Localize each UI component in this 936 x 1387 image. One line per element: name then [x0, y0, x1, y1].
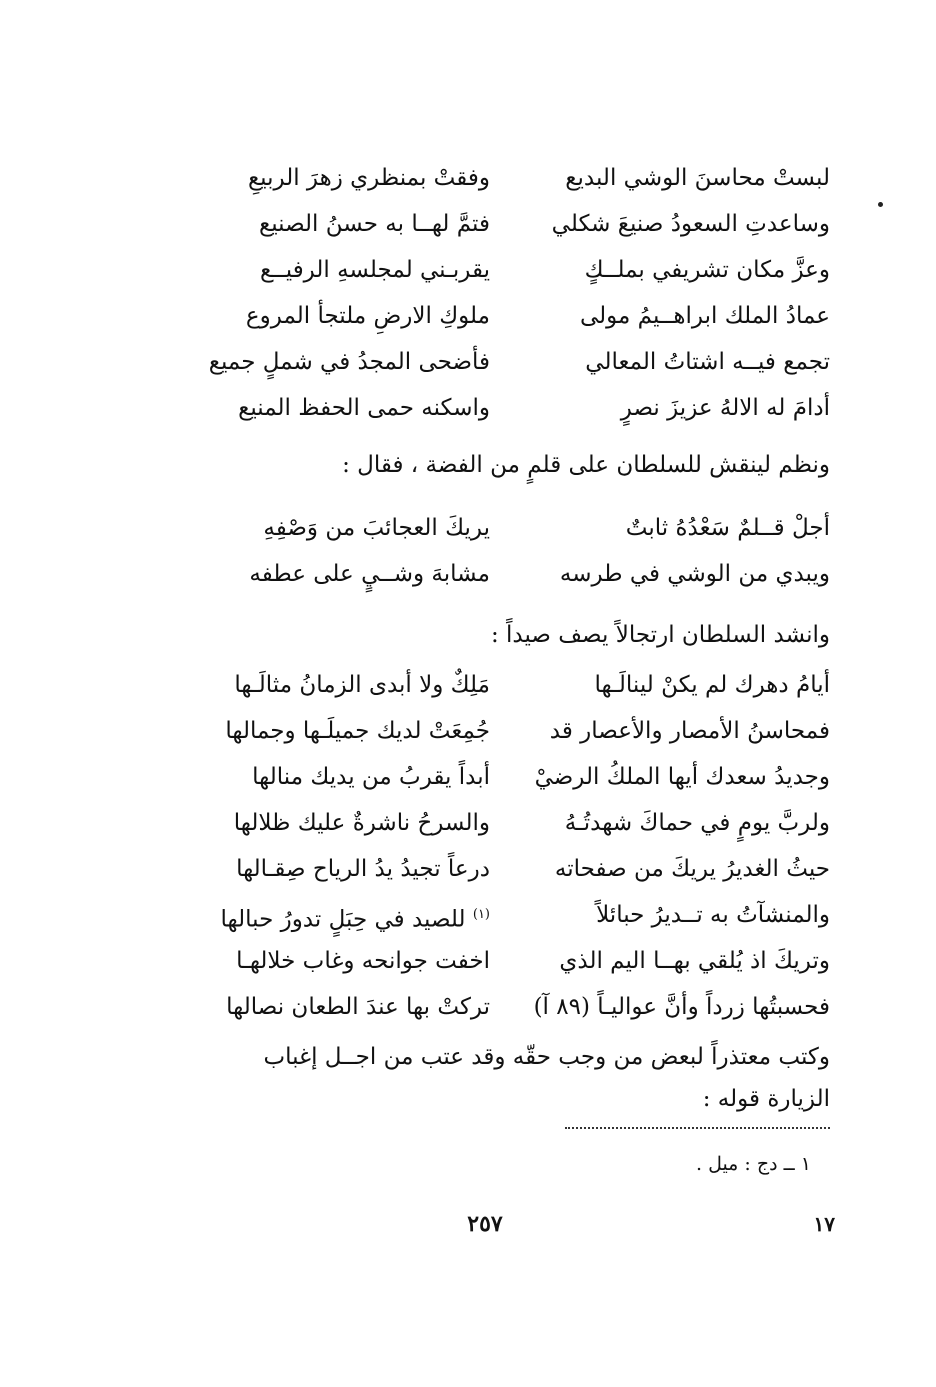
- hemistich-second: فأضحى المجدُ في شملٍ جميع: [208, 349, 490, 375]
- margin-note: (٨٩ آ): [533, 994, 590, 1020]
- intro-line: وانشد السلطان ارتجالاً يصف صيداً :: [490, 622, 830, 648]
- hemistich-first: لبستْ محاسنَ الوشي البديع: [565, 165, 830, 191]
- verse: [190, 551, 830, 597]
- hemistich-text: فحسبتُها زرداً وأنَّ عواليـاً: [597, 994, 830, 1020]
- verse: [190, 662, 830, 708]
- hemistich-first: حيثُ الغديرُ يريكَ من صفحاته: [554, 856, 830, 882]
- hemistich-second: اخفت جوانحه وغاب خلالهـا: [236, 948, 490, 974]
- hemistich-first: ولربَّ يومٍ في حماكَ شهدتُـهُ: [564, 810, 830, 836]
- intro-line: ونظم لينقش للسلطان على قلمٍ من الفضة ، فقال :: [342, 452, 830, 478]
- hemistich-second: مَلِكٌ ولا أبدى الزمانُ مثالَـها: [234, 672, 490, 698]
- hemistich-first: وتريكَ اذ يُلقي بهــا اليم الذي: [559, 948, 830, 974]
- footnote-ref: (١): [472, 907, 490, 922]
- hemistich-first: تجمع فيــه اشتاتُ المعالي: [585, 349, 830, 375]
- hemistich-first: والمنشآتُ به تــديرُ حبائلاً: [596, 902, 830, 928]
- hemistich-text: للصيد في حِبَلٍ تدورُ حبالها: [220, 906, 466, 933]
- verse: [190, 201, 830, 247]
- hemistich-second: أبداً يقربُ من يديك منالها: [252, 764, 490, 790]
- prose-line: وكتب معتذراً لبعض من وجب حقّه وقد عتب من اجــل إغباب: [263, 1044, 830, 1070]
- hemistich-second: درعاً تجيدُ يدُ الرياح صِقـالها: [236, 856, 490, 882]
- verse: [190, 339, 830, 385]
- hemistich-second: يقربـني لمجلسهِ الرفيــع: [260, 257, 490, 283]
- hemistich-first: ويبدي من الوشي في طرسه: [559, 561, 830, 587]
- hemistich-second: والسرحُ ناشرةٌ عليك ظلالها: [233, 810, 490, 836]
- verse: [190, 800, 830, 846]
- hemistich-second: تركتْ بها عندَ الطعان نصالها: [226, 994, 490, 1020]
- hemistich-first: وجديدُ سعدك أيها الملكُ الرضيْ: [534, 764, 830, 790]
- verse: [190, 505, 830, 551]
- hemistich-first: وساعدتِ السعودُ صنيعَ شكلي: [551, 211, 830, 237]
- hemistich-second: ملوكِ الارضِ ملتجأ المروع: [245, 303, 490, 329]
- prose-line: الزيارة قوله :: [702, 1086, 830, 1112]
- hemistich-first: فمحاسنُ الأمصار والأعصار قد: [549, 718, 830, 744]
- verse: [190, 293, 830, 339]
- hemistich-first: وعزَّ مكان تشريفي بملــكٍ: [584, 257, 830, 283]
- hemistich-first: أدامَ له الالهُ عزيزَ نصرٍ: [620, 395, 830, 421]
- verse: [190, 846, 830, 892]
- hemistich-first: أجلْ قــلمٌ سَعْدُهُ ثابتٌ: [625, 515, 830, 541]
- verse: [190, 155, 830, 201]
- verse: [190, 892, 830, 938]
- hemistich-second: جُمِعَتْ لديك جميلَـها وجمالها: [225, 718, 490, 744]
- margin-dot: [878, 202, 883, 207]
- verse: [190, 247, 830, 293]
- hemistich-second: يريكَ العجائبَ من وَصْفِهِ: [263, 515, 490, 541]
- hemistich-first: عمادُ الملك ابراهــيمُ مولى: [579, 303, 830, 329]
- page-number: ٢٥٧: [467, 1211, 503, 1237]
- hemistich-first: أيامُ دهرك لم يكنْ لينالَـها: [594, 672, 830, 698]
- footnote: ١ ــ دج : ميل .: [695, 1153, 811, 1175]
- verse: [190, 938, 830, 984]
- verse: [190, 385, 830, 431]
- hemistich-second: [190, 892, 490, 943]
- hemistich-second: وفقتْ بمنظري زهرَ الربيعِ: [247, 165, 490, 191]
- verse: [190, 984, 830, 1030]
- hemistich-first: [530, 984, 830, 1030]
- poem-3: [190, 662, 830, 1030]
- hemistich-second: فتمَّ لهــا به حسنُ الصنيع: [258, 211, 490, 237]
- poem-1: [190, 155, 830, 431]
- verse: [190, 754, 830, 800]
- footnote-divider: [565, 1127, 830, 1129]
- signature-mark: ١٧: [813, 1212, 835, 1236]
- poem-2: [190, 505, 830, 597]
- hemistich-second: مشابهَ وشــيٍ على عطفه: [249, 561, 490, 587]
- verse: [190, 708, 830, 754]
- hemistich-second: واسكنه حمى الحفظ المنيع: [238, 395, 490, 421]
